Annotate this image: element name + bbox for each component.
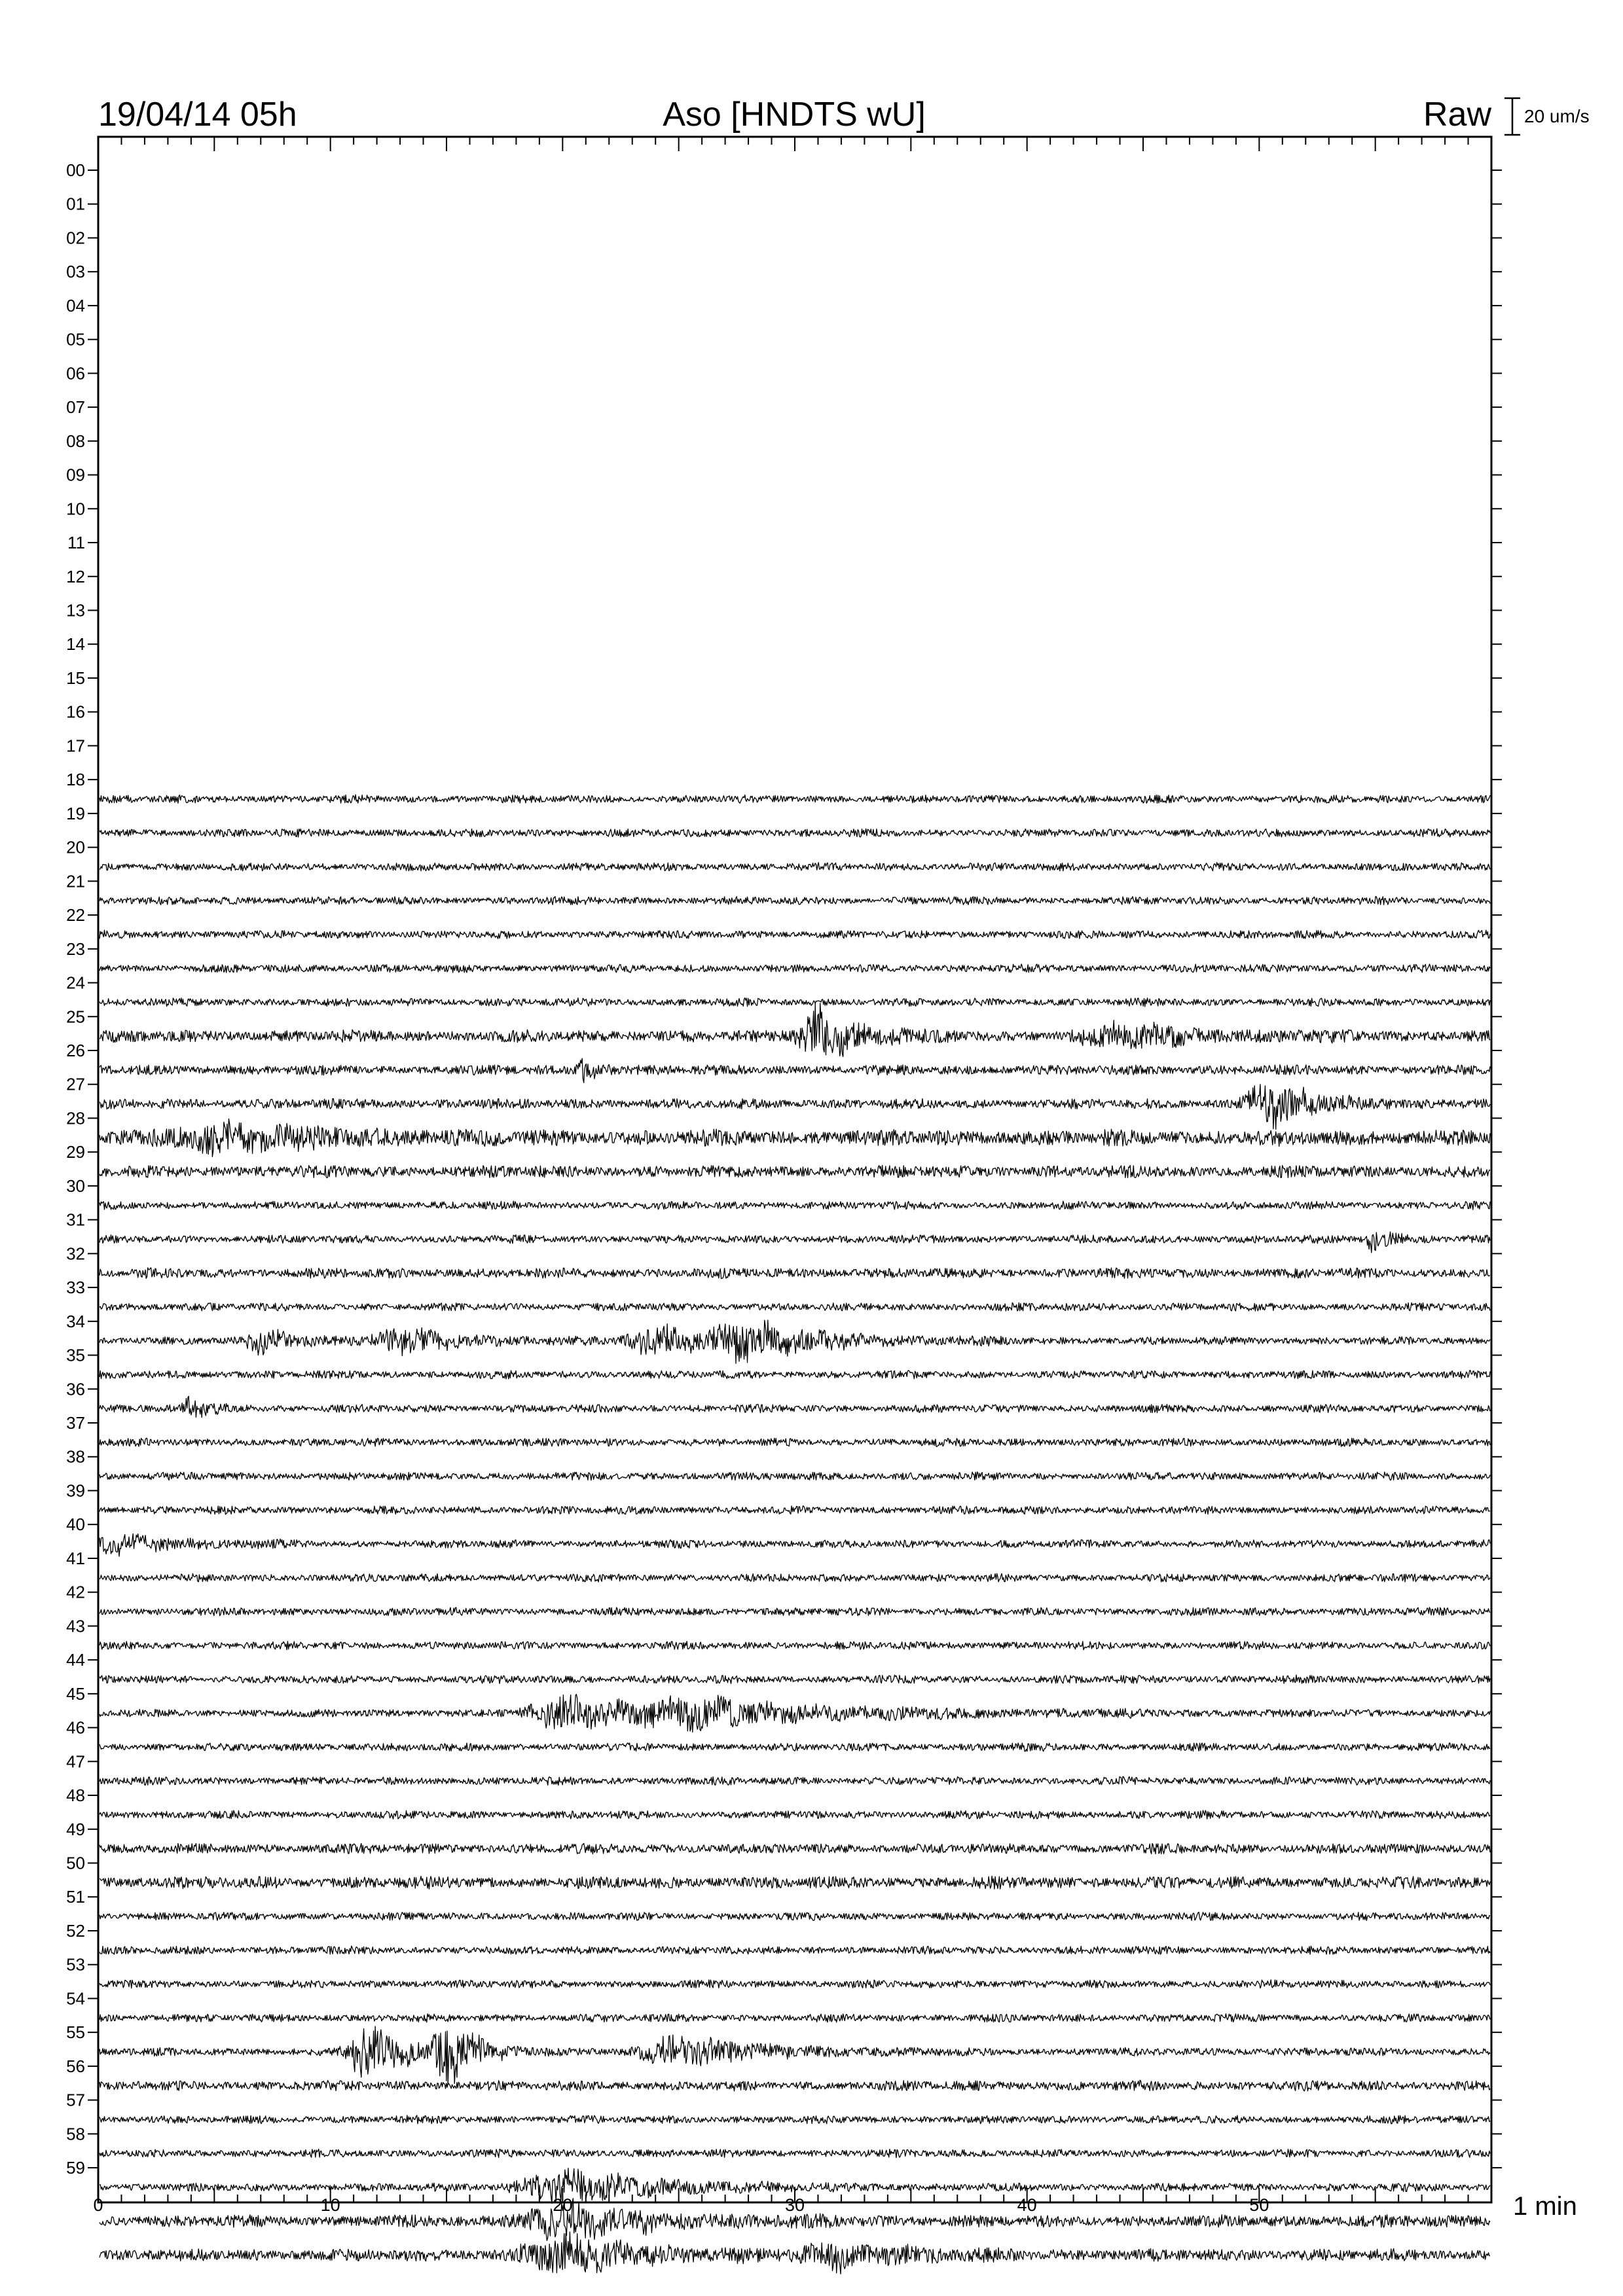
row-label: 53 (66, 1954, 85, 1975)
row-label: 00 (66, 160, 85, 180)
row-label: 16 (66, 702, 85, 722)
row-label: 31 (66, 1210, 85, 1230)
row-label: 44 (66, 1650, 85, 1670)
row-label: 24 (66, 973, 85, 993)
x-tick-label: 50 (1249, 2195, 1269, 2215)
row-label: 48 (66, 1785, 85, 1806)
row-label: 14 (66, 634, 85, 655)
row-label: 21 (66, 871, 85, 891)
scale-label: 20 um/s (1524, 106, 1590, 126)
row-label: 19 (66, 803, 85, 823)
row-label: 47 (66, 1751, 85, 1772)
x-axis-unit-label: 1 min (1513, 2192, 1577, 2221)
row-label: 57 (66, 2090, 85, 2110)
row-label: 38 (66, 1446, 85, 1467)
row-label: 09 (66, 465, 85, 485)
row-label: 42 (66, 1582, 85, 1602)
row-label: 27 (66, 1074, 85, 1094)
row-label: 32 (66, 1244, 85, 1264)
row-label: 22 (66, 905, 85, 925)
row-label: 23 (66, 939, 85, 959)
row-label: 13 (66, 600, 85, 620)
row-label: 58 (66, 2124, 85, 2144)
row-label: 07 (66, 397, 85, 418)
row-label: 46 (66, 1717, 85, 1738)
row-label: 40 (66, 1515, 85, 1535)
row-label: 54 (66, 1988, 85, 2009)
row-label: 39 (66, 1480, 85, 1501)
row-label: 52 (66, 1920, 85, 1941)
row-label: 56 (66, 2056, 85, 2076)
row-label: 51 (66, 1887, 85, 1907)
row-label: 05 (66, 329, 85, 350)
row-label: 06 (66, 363, 85, 384)
row-label: 03 (66, 262, 85, 282)
plot-title: Aso [HNDTS wU] (663, 96, 926, 134)
row-label: 33 (66, 1278, 85, 1298)
row-label: 26 (66, 1040, 85, 1060)
row-label: 37 (66, 1413, 85, 1433)
row-label: 20 (66, 837, 85, 857)
row-label: 36 (66, 1379, 85, 1399)
row-label: 25 (66, 1007, 85, 1027)
row-label: 50 (66, 1853, 85, 1873)
row-label: 12 (66, 566, 85, 586)
row-label: 29 (66, 1142, 85, 1162)
x-tick-label: 40 (1017, 2195, 1037, 2215)
row-label: 11 (67, 533, 85, 553)
row-label: 28 (66, 1108, 85, 1128)
x-tick-label: 30 (784, 2195, 805, 2215)
plot-datetime: 19/04/14 05h (98, 96, 297, 134)
x-tick-label: 20 (553, 2195, 573, 2215)
row-label: 30 (66, 1175, 85, 1196)
row-label: 55 (66, 2022, 85, 2043)
row-label: 01 (66, 194, 85, 214)
row-label: 10 (66, 499, 85, 519)
row-label: 18 (66, 770, 85, 790)
row-label: 45 (66, 1683, 85, 1704)
row-label: 49 (66, 1819, 85, 1839)
row-label: 34 (66, 1311, 85, 1331)
x-tick-label: 10 (320, 2195, 340, 2215)
row-label: 43 (66, 1616, 85, 1636)
row-label: 02 (66, 228, 85, 248)
row-label: 15 (66, 668, 85, 688)
x-tick-label: 0 (93, 2195, 103, 2215)
row-label: 17 (66, 736, 85, 756)
plot-mode: Raw (1423, 96, 1491, 134)
row-label: 08 (66, 431, 85, 451)
row-label: 35 (66, 1345, 85, 1365)
row-label: 41 (66, 1548, 85, 1568)
row-label: 04 (66, 295, 85, 315)
row-label: 59 (66, 2158, 85, 2178)
